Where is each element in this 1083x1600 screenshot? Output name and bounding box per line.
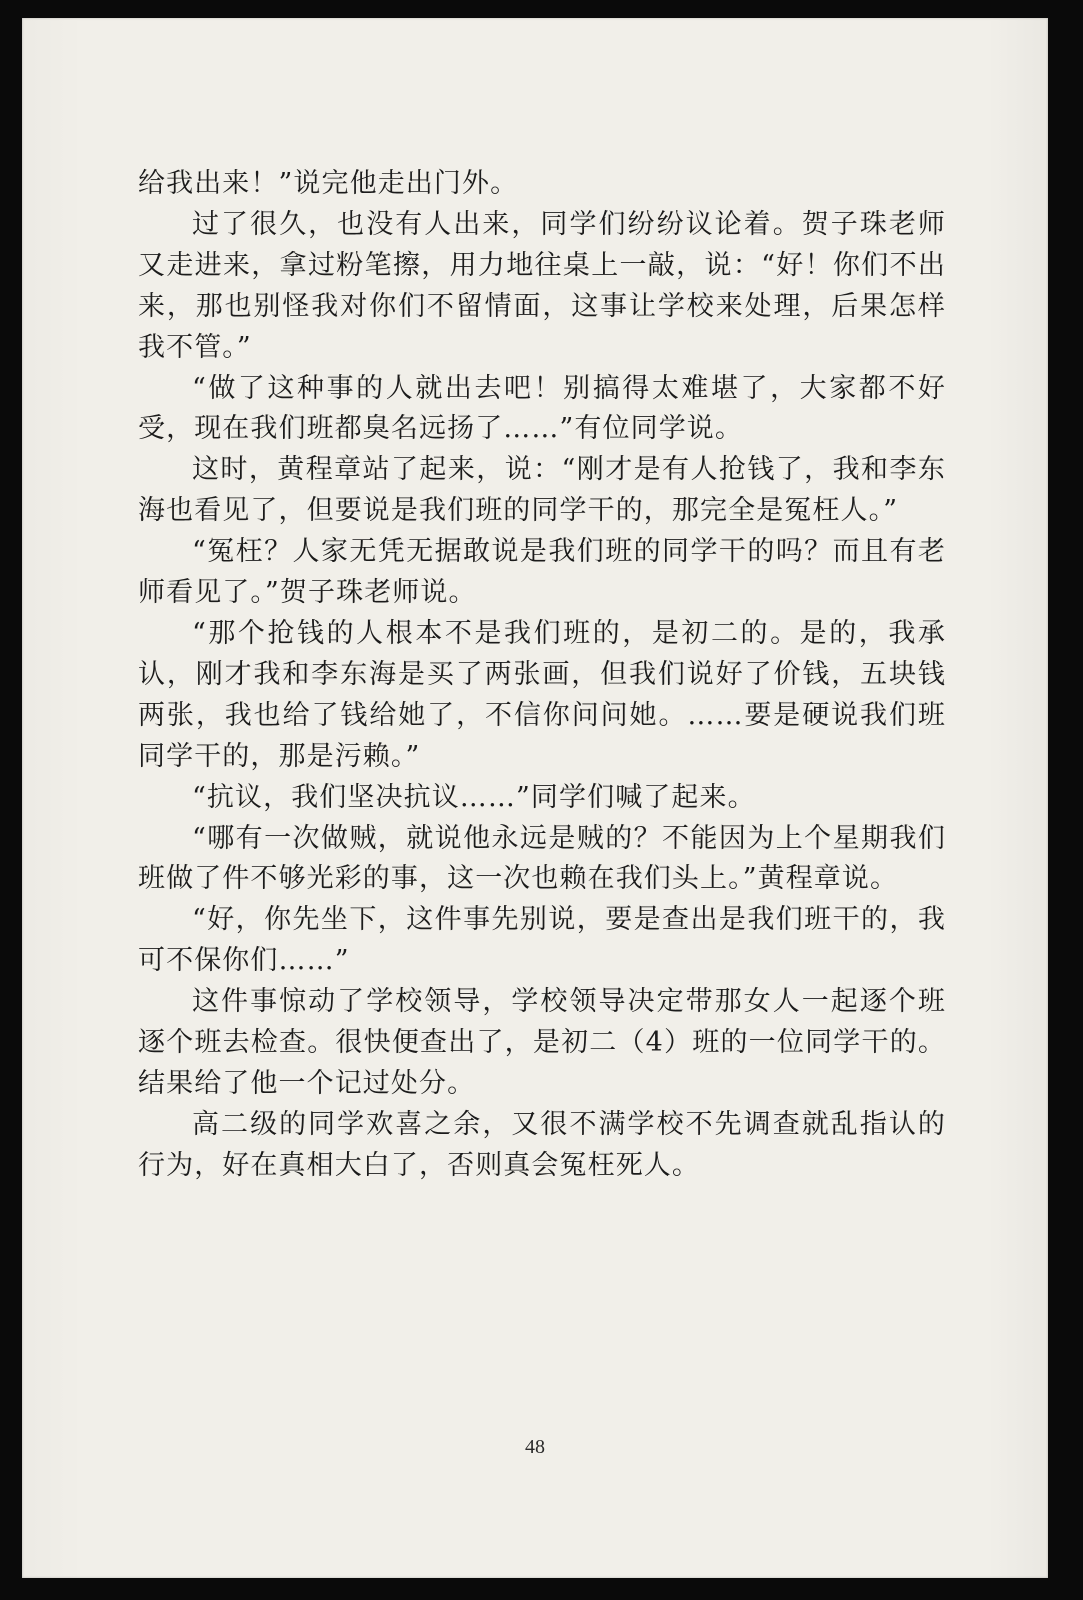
paragraph-11: 高二级的同学欢喜之余，又很不满学校不先调查就乱指认的行为，好在真相大白了，否则真会冤枉死人。: [138, 1108, 946, 1181]
paragraph-10: 这件事惊动了学校领导，学校领导决定带那女人一起逐个班逐个班去检查。很快便查出了，是初二（4）班的一位同学干的。结果给了他一个记过处分。: [138, 986, 946, 1099]
paragraph-4: 这时，黄程章站了起来，说：“刚才是有人抢钱了，我和李东海也看见了，但要说是我们班的同学干的，那完全是冤枉人。”: [138, 454, 946, 527]
paragraph-8: “哪有一次做贼，就说他永远是贼的？不能因为上个星期我们班做了件不够光彩的事，这一次也赖在我们头上。”黄程章说。: [138, 822, 946, 895]
paragraph-7: “抗议，我们坚决抗议……”同学们喊了起来。: [192, 781, 756, 813]
paragraph-6: “那个抢钱的人根本不是我们班的，是初二的。是的，我承认，刚才我和李东海是买了两张画，但我们说好了价钱，五块钱两张，我也给了钱给她了，不信你问问她。……要是硬说我们班同学干的，那是污赖。”: [138, 617, 946, 772]
book-page: [22, 18, 1048, 1578]
paragraph-2: 过了很久，也没有人出来，同学们纷纷议论着。贺子珠老师又走进来，拿过粉笔擦，用力地往桌上一敲，说：“好！你们不出来，那也别怪我对你们不留情面，这事让学校来处理，后果怎样我不管。”: [138, 208, 946, 363]
paragraph-3: “做了这种事的人就出去吧！别搞得太难堪了，大家都不好受，现在我们班都臭名远扬了……”有位同学说。: [138, 372, 946, 445]
body-text: [138, 164, 946, 1187]
paragraph-1: 给我出来！”说完他走出门外。: [138, 168, 519, 199]
page-number: 48: [525, 1436, 545, 1458]
paragraph-9: “好，你先坐下，这件事先别说，要是查出是我们班干的，我可不保你们……”: [138, 904, 946, 977]
paragraph-5: “冤枉？人家无凭无据敢说是我们班的同学干的吗？而且有老师看见了。”贺子珠老师说。: [138, 536, 946, 609]
